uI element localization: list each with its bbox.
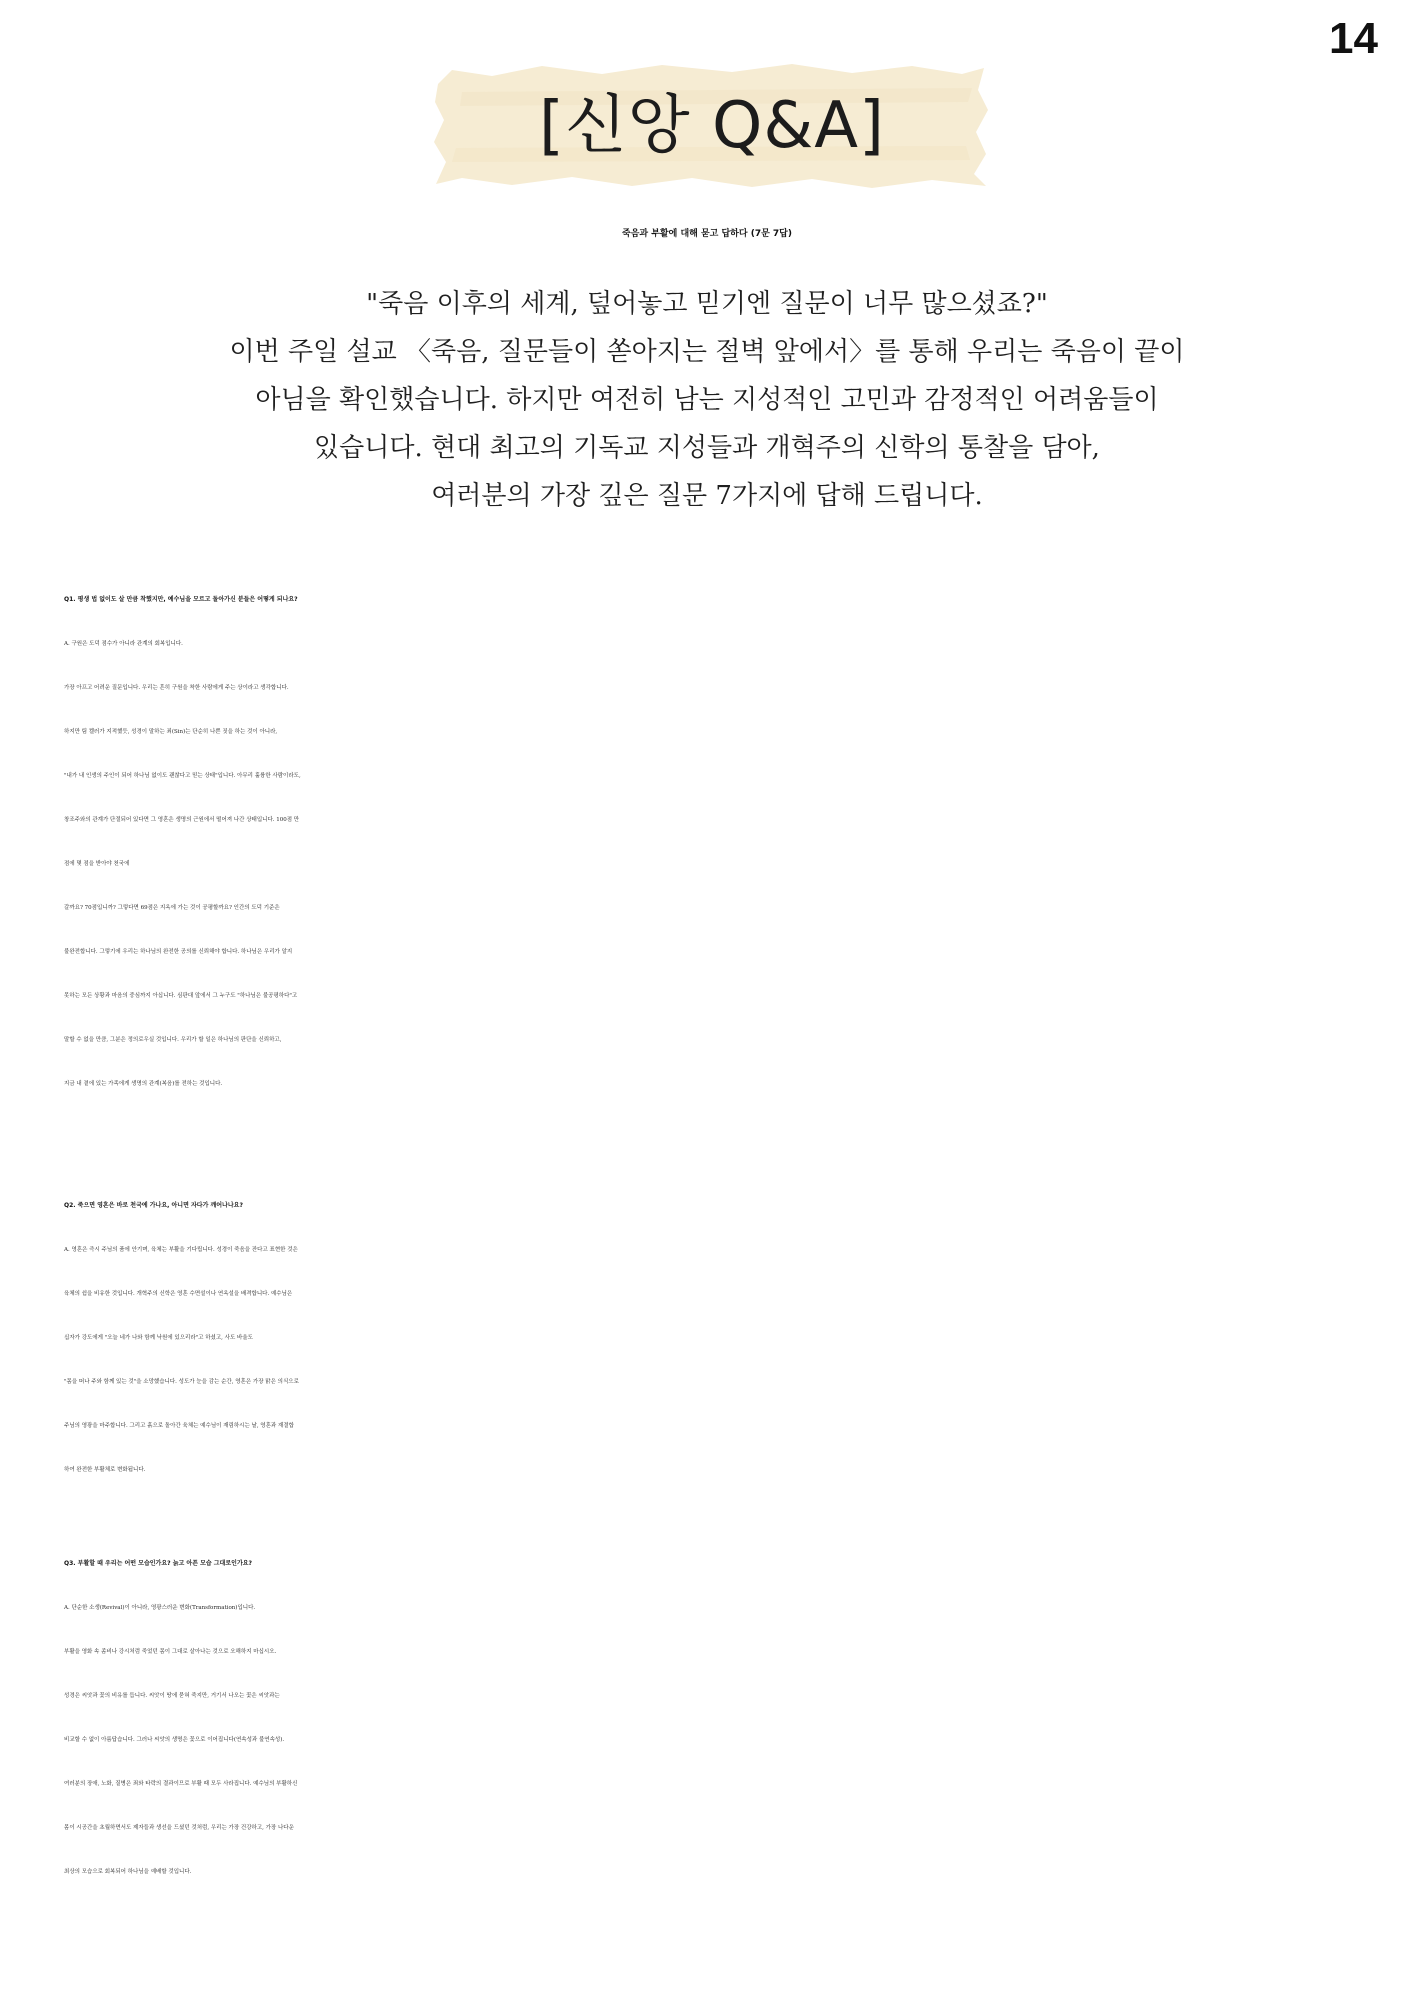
answer-line: A. 구원은 도덕 점수가 아니라 관계의 회복입니다.: [64, 641, 183, 647]
intro-line: 여러분의 가장 깊은 질문 7가지에 답해 드립니다.: [431, 481, 983, 511]
answer-line: 점에 몇 점을 받아야 천국에: [64, 861, 130, 867]
answer-line: 말할 수 없을 만큼, 그분은 정의로우실 것입니다. 우리가 할 일은 하나님의 판단을 신뢰하고,: [64, 1037, 282, 1043]
page-title: [신앙 Q&A]: [539, 89, 885, 163]
answer-line: 갈까요? 70점입니까? 그렇다면 69점은 지옥에 가는 것이 공평할까요? 인간의 도덕 기준은: [64, 905, 280, 911]
answer-line: 최상의 모습으로 회복되어 하나님을 예배할 것입니다.: [64, 1869, 192, 1875]
qa-item-2: [64, 1184, 1364, 1492]
answer-line: 성경은 씨앗과 꽃의 비유를 듭니다. 씨앗이 땅에 묻혀 죽지만, 거기서 나오는 꽃은 씨앗과는: [64, 1693, 280, 1699]
intro-line: 있습니다. 현대 최고의 기독교 지성들과 개혁주의 신학의 통찰을 담아,: [314, 433, 1100, 463]
question-3: Q3. 부활할 때 우리는 어떤 모습인가요? 늙고 아픈 모습 그대로인가요?: [64, 1560, 253, 1567]
answer-line: 주님의 영광을 마주합니다. 그리고 흙으로 돌아간 육체는 예수님이 재림하시는 날, 영혼과 재결합: [64, 1423, 294, 1429]
answer-line: 하여 완전한 부활체로 변화됩니다.: [64, 1467, 146, 1473]
answer-line: 비교할 수 없이 아름답습니다. 그러나 씨앗의 생명은 꽃으로 이어집니다(연속성과 불연속성).: [64, 1737, 285, 1743]
section-subtitle: 죽음과 부활에 대해 묻고 답하다 (7문 7답): [622, 229, 792, 239]
page-number: 14: [1329, 14, 1378, 63]
answer-line: 여러분의 장애, 노화, 질병은 죄와 타락의 결과이므로 부활 때 모두 사라집니다. 예수님의 부활하신: [64, 1781, 298, 1787]
answer-line: "몸을 떠나 주와 함께 있는 것"을 소망했습니다. 성도가 눈을 감는 순간, 영혼은 가장 맑은 의식으로: [64, 1379, 299, 1385]
answer-line: "내가 내 인생의 주인이 되어 하나님 없이도 괜찮다고 믿는 상태"입니다. 아무리 훌륭한 사람이라도,: [64, 773, 301, 779]
answer-line: 십자가 강도에게 "오늘 네가 나와 함께 낙원에 있으리라"고 하셨고, 사도 바울도: [64, 1335, 253, 1341]
intro-line: 아님을 확인했습니다. 하지만 여전히 남는 지성적인 고민과 감정적인 어려움들이: [255, 385, 1159, 415]
question-2: Q2. 죽으면 영혼은 바로 천국에 가나요, 아니면 자다가 깨어나나요?: [64, 1202, 243, 1209]
intro-line: "죽음 이후의 세계, 덮어놓고 믿기엔 질문이 너무 많으셨죠?": [366, 289, 1048, 319]
title-block: [432, 62, 992, 190]
answer-line: 창조주와의 관계가 단절되어 있다면 그 영혼은 생명의 근원에서 떨어져 나간 상태입니다. 100점 만: [64, 817, 300, 823]
answer-line: 육체의 쉼을 비유한 것입니다. 개혁주의 신학은 영혼 수면설이나 연옥설을 배격합니다. 예수님은: [64, 1291, 293, 1297]
answer-line: 하지만 팀 켈러가 지적했듯, 성경이 말하는 죄(Sin)는 단순히 나쁜 짓을 하는 것이 아니라,: [64, 729, 278, 735]
answer-line: 몸이 시공간을 초월하면서도 제자들과 생선을 드셨던 것처럼, 우리는 가장 건강하고, 가장 나다운: [64, 1825, 294, 1831]
answer-line: 못하는 모든 상황과 마음의 중심까지 아십니다. 심판대 앞에서 그 누구도 "하나님은 불공평하다"고: [64, 993, 298, 999]
answer-line: A. 단순한 소생(Revival)이 아니라, 영광스러운 변화(Transformation)입니다.: [64, 1605, 256, 1611]
question-1: Q1. 평생 법 없이도 살 만큼 착했지만, 예수님을 모르고 돌아가신 분들은 어떻게 되나요?: [64, 596, 298, 603]
answer-line: 부활을 영화 속 좀비나 강시처럼 죽었던 몸이 그대로 살아나는 것으로 오해하지 마십시오.: [64, 1649, 277, 1655]
intro-line: 이번 주일 설교 〈죽음, 질문들이 쏟아지는 절벽 앞에서〉를 통해 우리는 죽음이 끝이: [229, 337, 1185, 367]
answer-line: 불완전합니다. 그렇기에 우리는 하나님의 완전한 공의를 신뢰해야 합니다. 하나님은 우리가 알지: [64, 949, 293, 955]
intro-paragraph: [100, 280, 1314, 520]
qa-item-1: [64, 578, 1364, 1106]
answer-line: 가장 아프고 어려운 질문입니다. 우리는 흔히 구원을 착한 사람에게 주는 상이라고 생각합니다.: [64, 685, 289, 691]
answer-line: 지금 내 곁에 있는 가족에게 생명의 관계(복음)를 전하는 것입니다.: [64, 1081, 223, 1087]
answer-line: A. 영혼은 즉시 주님의 품에 안기며, 육체는 부활을 기다립니다. 성경이 죽음을 잔다고 표현한 것은: [64, 1247, 298, 1253]
qa-item-3: [64, 1542, 1364, 1894]
